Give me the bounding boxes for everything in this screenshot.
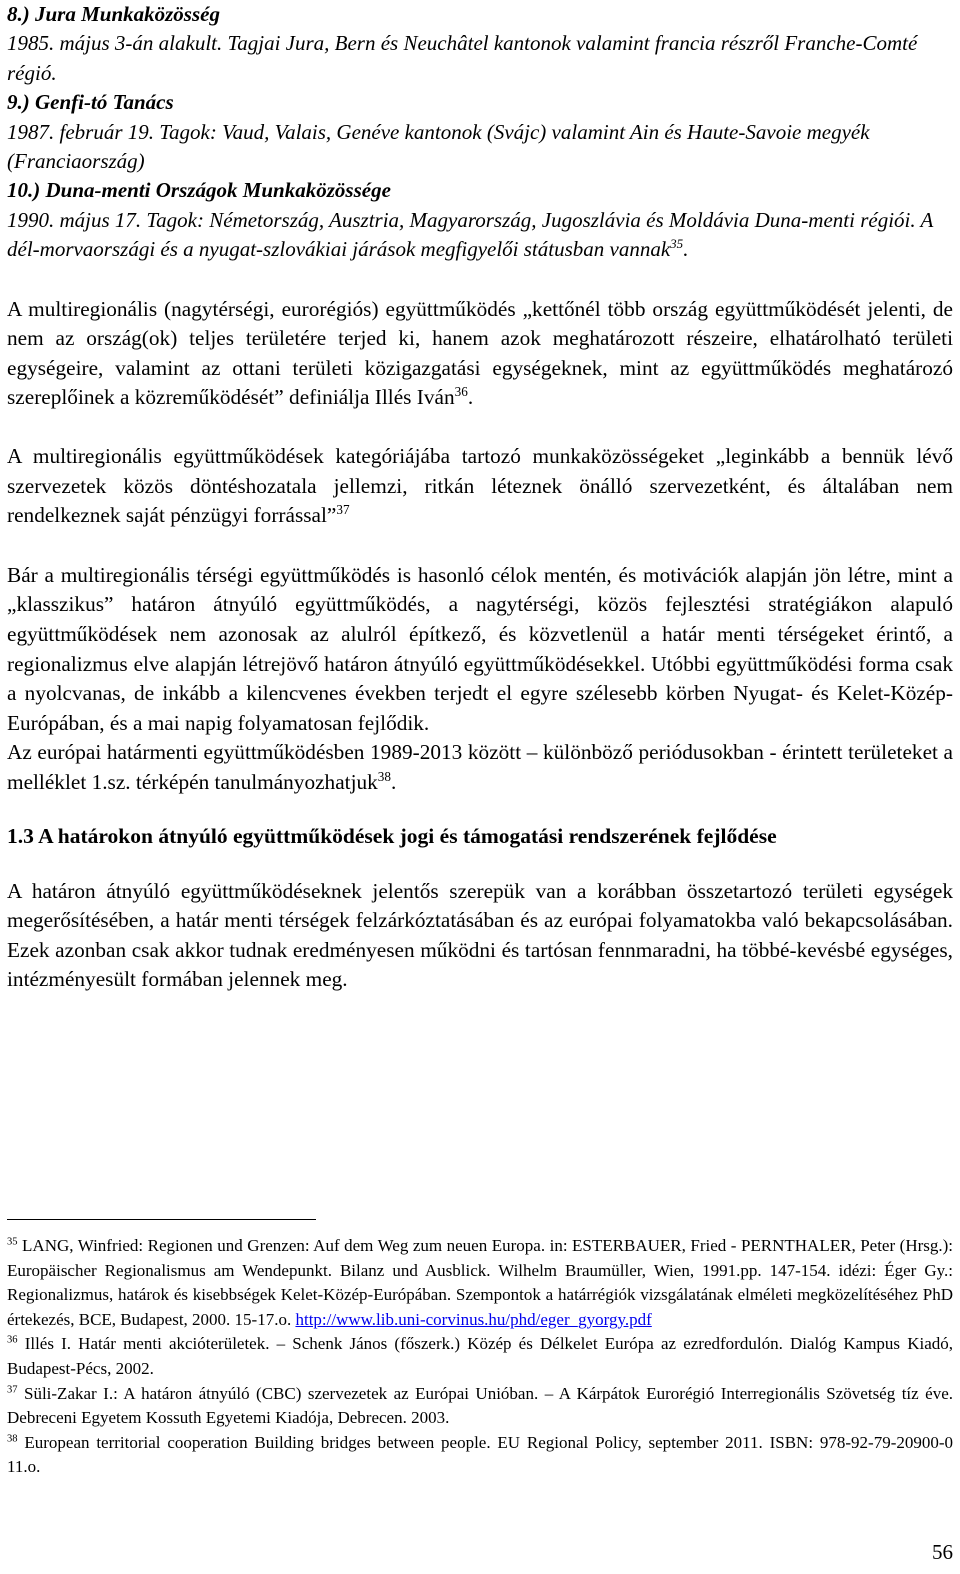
org-item-duna: [7, 176, 953, 264]
org-title: 9.) Genfi-tó Tanács: [7, 90, 174, 115]
org-list: [7, 0, 953, 265]
org-title: 10.) Duna-menti Országok Munkaközössége: [7, 178, 391, 203]
paragraph-text: A multiregionális (nagytérségi, eurorégiós) együttműködés „kettőnél több ország együttműködését jelenti, de nem az ország(ok) teljes területére terjed ki, hanem azok meghatározott részeire, elhatárolható területi egységeire, valamint az ottani területi közigazgatási egységeknek, mint az együttműködés meghatározó szereplőinek a közreműködését” definiálja Illés Iván: [7, 296, 953, 410]
footnote-ref[interactable]: 38: [377, 768, 391, 784]
paragraph-text: A multiregionális együttműködések kategóriájába tartozó munkaközösségeket „leginkább a bennük lévő szervezetek közös döntéshozatala jellemzi, ritkán léteznek önálló szervezetként, és általában nem rendelkeznek saját pénzügyi forrással”: [7, 444, 953, 528]
footnote-text: Süli-Zakar I.: A határon átnyúló (CBC) szervezetek az Európai Unióban. – A Kárpátok Eurorégió Interregionális Szövetség tíz éve. Debreceni Egyetem Kossuth Egyetemi Kiadója, Debrecen. 2003.: [7, 1383, 953, 1428]
footnote-text: European territorial cooperation Building bridges between people. EU Regional Policy, september 2011. ISBN: 978-92-79-20900-0 11.o.: [7, 1432, 954, 1477]
section-heading: 1.3 A határokon átnyúló együttműködések jogi és támogatási rendszerének fejlődése: [7, 823, 777, 848]
footnote-ref[interactable]: 37: [336, 502, 350, 518]
org-description-text: 1990. május 17. Tagok: Németország, Ausztria, Magyarország, Jugoszlávia és Moldávia Duna-menti régiói. A dél-morvaországi és a nyugat-szlovákiai járások megfigyelői státusban vannak: [7, 207, 933, 262]
footnotes: [7, 1234, 953, 1480]
page-content: [7, 0, 953, 995]
org-description-tail: .: [683, 237, 689, 262]
footnote-text: Illés I. Határ menti akcióterületek. – Schenk János (főszerk.) Közép és Délkelet Európa az ezredfordulón. Dialóg Kampus Kiadó, Budapest-Pécs, 2002.: [7, 1334, 953, 1378]
paragraph-text: Bár a multiregionális térségi együttműködés is hasonló célok mentén, és motivációk alapján jön létre, mint a „klasszikus” határon átnyúló együttműködés, a nagytérségi, közös fejlesztési stratégiákon alapuló együttműködések nem azonosak az alulról építkező, és közvetlenül a határ menti térségeket érintő, a regionalizmus elve alapján létrejövő határon átnyúló együttműködésekkel. Utóbbi együttműködési forma csak a nyolcvanas, de inkább a kilencvenes években terjedt el egyre szélesebb körben Nyugat- és Kelet-Közép-Európában, és a mai napig folyamatosan fejlődik.: [7, 562, 953, 735]
org-description: [7, 206, 953, 265]
paragraph-definition: [7, 295, 953, 413]
org-title: 8.) Jura Munkaközösség: [7, 2, 220, 26]
page-number: 56: [932, 1540, 953, 1564]
paragraph-comparison: [7, 561, 953, 739]
footnote-37: [7, 1382, 953, 1431]
footnote-ref[interactable]: 36: [454, 384, 468, 400]
paragraph-categories: [7, 442, 953, 531]
footnote-number: 36: [7, 1334, 18, 1346]
footnote-number: 35: [7, 1236, 18, 1248]
footnote-separator: [7, 1219, 316, 1220]
org-item-jura: [7, 0, 953, 88]
paragraph-tail: .: [467, 385, 474, 410]
paragraph-text: Az európai határmenti együttműködésben 1989-2013 között – különböző periódusokban - érintett területeket a melléklet 1.sz. térképén tanulmányozhatjuk: [7, 740, 953, 794]
org-description: 1985. május 3-án alakult. Tagjai Jura, Bern és Neuchâtel kantonok valamint francia részről Franche-Comté régió.: [7, 31, 918, 85]
footnote-number: 37: [7, 1383, 18, 1395]
footnote-number: 38: [7, 1433, 18, 1445]
paragraph-after-heading: A határon átnyúló együttműködéseknek jelentős szerepük van a korábban összetartozó területi egységek megerősítésében, a határ menti térségek felzárkóztatásában és az európai folyamatokba való bekapcsolásában. Ezek azonban csak akkor tudnak eredményesen működni és tartósan fennmaradni, ha többé-kevésbé egységes, intézményesült formában jelennek meg.: [7, 878, 953, 992]
footnote-text: LANG, Winfried: Regionen und Grenzen: Auf dem Weg zum neuen Europa. in: ESTERBAUER, Fried - PERNTHALER, Peter (Hrsg.): Europäischer Regionalismus am Wendepunkt. Bilanz und Ausblick. Wilhelm Braumüller, Wien, 1991.pp. 147-154. idézi: Éger Gy.: Regionalizmus, határok és kisebbségek Kelet-Közép-Európában. Szempontok a határrégiók vizsgálatának elméleti megközelítéséhez PhD értekezés, BCE, Budapest, 2000. 15-17.o.: [7, 1236, 954, 1329]
org-description: 1987. február 19. Tagok: Vaud, Valais, Genéve kantonok (Svájc) valamint Ain és Haute-Savoie megyék (Franciaország): [7, 119, 870, 174]
footnote-ref[interactable]: 35: [670, 236, 684, 252]
paragraph-tail: .: [390, 769, 397, 794]
footnote-38: [7, 1431, 953, 1480]
paragraph-map-reference: [7, 738, 953, 797]
footnote-36: [7, 1332, 953, 1381]
footnote-35: [7, 1234, 953, 1332]
org-item-genfi: [7, 88, 953, 176]
footnote-link[interactable]: http://www.lib.uni-corvinus.hu/phd/eger_gyorgy.pdf: [295, 1309, 652, 1329]
